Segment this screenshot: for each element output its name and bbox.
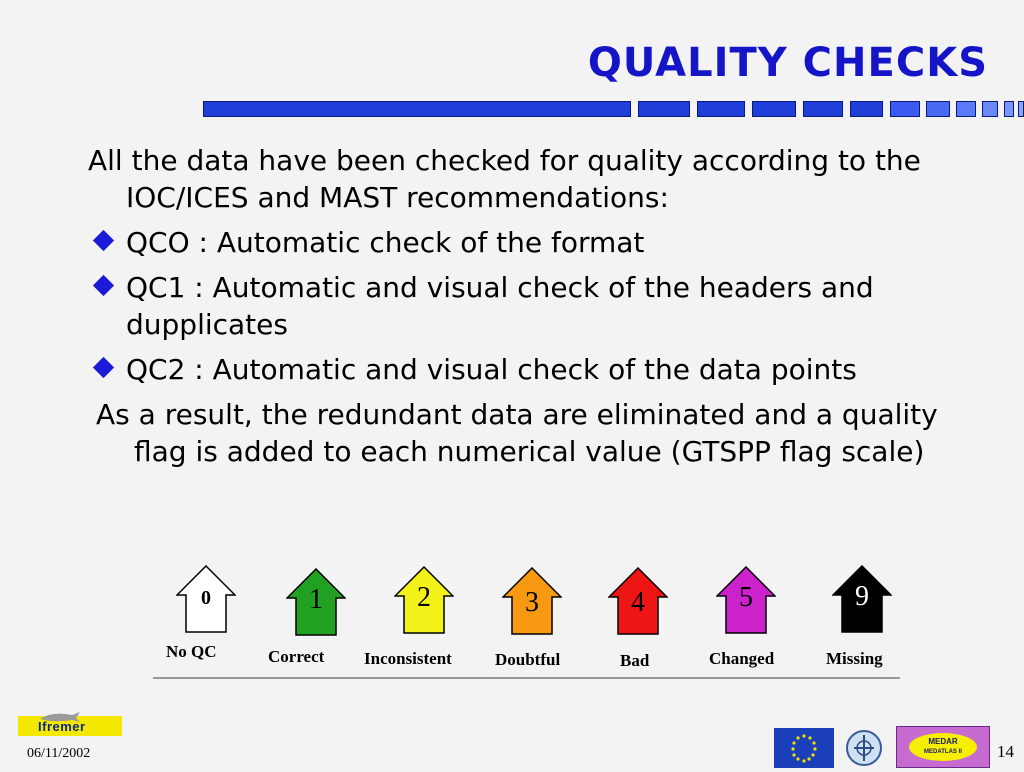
bullet-text: QCO : Automatic check of the format: [126, 226, 645, 259]
rule-segment: [1004, 101, 1014, 117]
rule-segment: [803, 101, 843, 117]
medar-logo: [896, 726, 990, 768]
flag-value: 5: [739, 582, 753, 613]
globe-logo-icon: [846, 730, 882, 766]
flag-0: [176, 565, 236, 633]
flag-value: 3: [525, 587, 539, 618]
slide-body: [88, 142, 948, 478]
flag-label: Doubtful: [495, 650, 561, 669]
flag-label: No QC: [166, 642, 217, 661]
rule-segment: [638, 101, 690, 117]
diamond-bullet-icon: [93, 230, 114, 251]
flag-label: Missing: [826, 649, 883, 668]
bullet-text: QC2 : Automatic and visual check of the data points: [126, 353, 857, 386]
flag-label: Bad: [620, 651, 650, 670]
diamond-bullet-icon: [93, 275, 114, 296]
eu-flag-icon: [774, 728, 834, 768]
page-number: 14: [997, 742, 1014, 761]
flag-label: Changed: [709, 649, 775, 668]
bullet-item: [88, 224, 948, 261]
flag-9: [832, 565, 892, 633]
flag-value: 2: [417, 582, 431, 613]
rule-segment: [926, 101, 950, 117]
flag-label: Correct: [268, 647, 325, 666]
flag-value: 9: [855, 581, 869, 612]
flag-value: 1: [309, 584, 323, 615]
flag-5: [716, 566, 776, 634]
logo-text: Ifremer: [38, 719, 86, 734]
bullet-item: [88, 269, 948, 343]
flag-value: 4: [631, 587, 645, 618]
rule-segment: [697, 101, 745, 117]
flag-label: Inconsistent: [364, 649, 452, 668]
medar-title: MEDAR: [928, 737, 958, 746]
rule-segment: [752, 101, 796, 117]
bullet-text: QC1 : Automatic and visual check of the headers and dupplicates: [126, 271, 874, 341]
flag-1: [286, 568, 346, 636]
medar-subtitle: MEDATLAS II: [924, 749, 962, 755]
flag-3: [502, 567, 562, 635]
bullet-item: [88, 351, 948, 388]
slide-title: QUALITY CHECKS: [587, 40, 988, 86]
rule-segment: [956, 101, 976, 117]
rule-segment: [1018, 101, 1024, 117]
diamond-bullet-icon: [93, 357, 114, 378]
medar-badge: [909, 733, 977, 761]
conclusion-text: As a result, the redundant data are eliminated and a quality flag is added to each numerical value (GTSPP flag scale): [96, 398, 938, 468]
flag-2: [394, 566, 454, 634]
flag-value: 0: [201, 587, 211, 609]
slide-date: 06/11/2002: [27, 746, 91, 761]
rule-segment: [982, 101, 998, 117]
rule-segment: [890, 101, 920, 117]
divider-line: [153, 677, 900, 679]
intro-text: All the data have been checked for quality according to the IOC/ICES and MAST recommendations:: [88, 144, 921, 214]
rule-segment: [850, 101, 883, 117]
rule-segment: [203, 101, 631, 117]
flag-4: [608, 567, 668, 635]
